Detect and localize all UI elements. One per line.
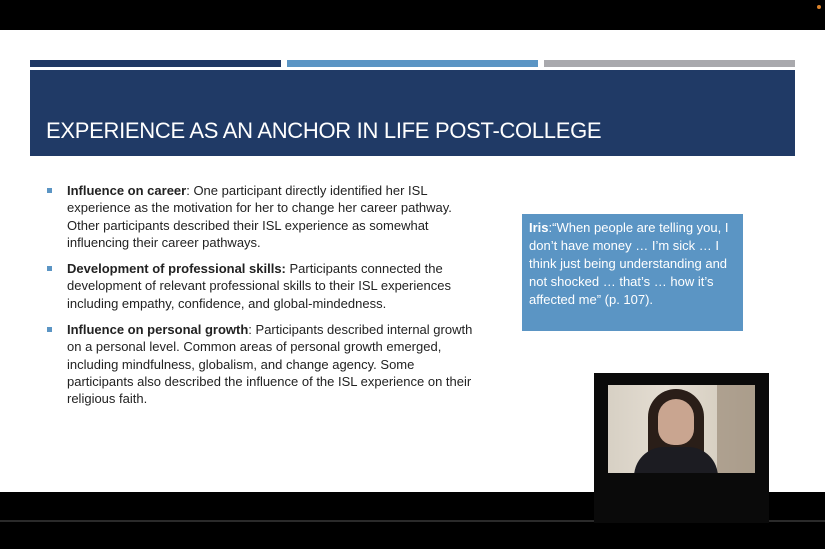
decor-bar-gray [544, 60, 795, 67]
bullet-text: : Participants described internal growth on a personal level. Common areas of personal growth emerged, including mindfulness, globalism, and change agency. Some participants also described the influence of the ISL experience on their religious faith. [67, 322, 473, 407]
square-bullet-icon [47, 188, 52, 193]
title-band [30, 70, 795, 156]
bullet-item-professional-skills [46, 260, 476, 312]
decor-bar-light-blue [287, 60, 538, 67]
bullet-heading: Influence on personal growth [67, 322, 249, 338]
square-bullet-icon [47, 327, 52, 332]
bullet-heading: Influence on career [67, 183, 187, 198]
square-bullet-icon [47, 266, 52, 271]
presenter-face [658, 399, 694, 445]
presenter-video-tile[interactable] [594, 373, 769, 523]
quote-box [522, 214, 743, 331]
bullet-item-career [46, 182, 476, 251]
presenter-body [634, 447, 718, 473]
bullet-text: : One participant directly identified her ISL experience as the motivation for her to change her career pathway. Other participants described their ISL experience as somewhat influencing their career pathways. [67, 183, 452, 250]
decor-bar-dark-blue [30, 60, 281, 67]
bullet-heading: Development of professional skills: [67, 261, 286, 277]
quote-speaker: Iris [529, 220, 549, 235]
recording-dot-icon [817, 5, 821, 9]
background-shelf [717, 385, 755, 473]
slide-title: EXPERIENCE AS AN ANCHOR IN LIFE POST-COLLEGE [46, 118, 602, 143]
bullet-text: Participants connected the development of relevant professional skills to their ISL experiences including empathy, confidence, and global-mindedness. [67, 261, 451, 311]
viewer-top-bar [0, 0, 825, 30]
webcam-feed [608, 385, 755, 473]
quote-text: :“When people are telling you, I don’t have money … I’m sick … I think just being understanding and not shocked … that’s … how it’s affected me” (p. 107). [529, 220, 729, 307]
bullet-item-personal-growth [46, 321, 476, 407]
bullet-list [46, 182, 476, 417]
